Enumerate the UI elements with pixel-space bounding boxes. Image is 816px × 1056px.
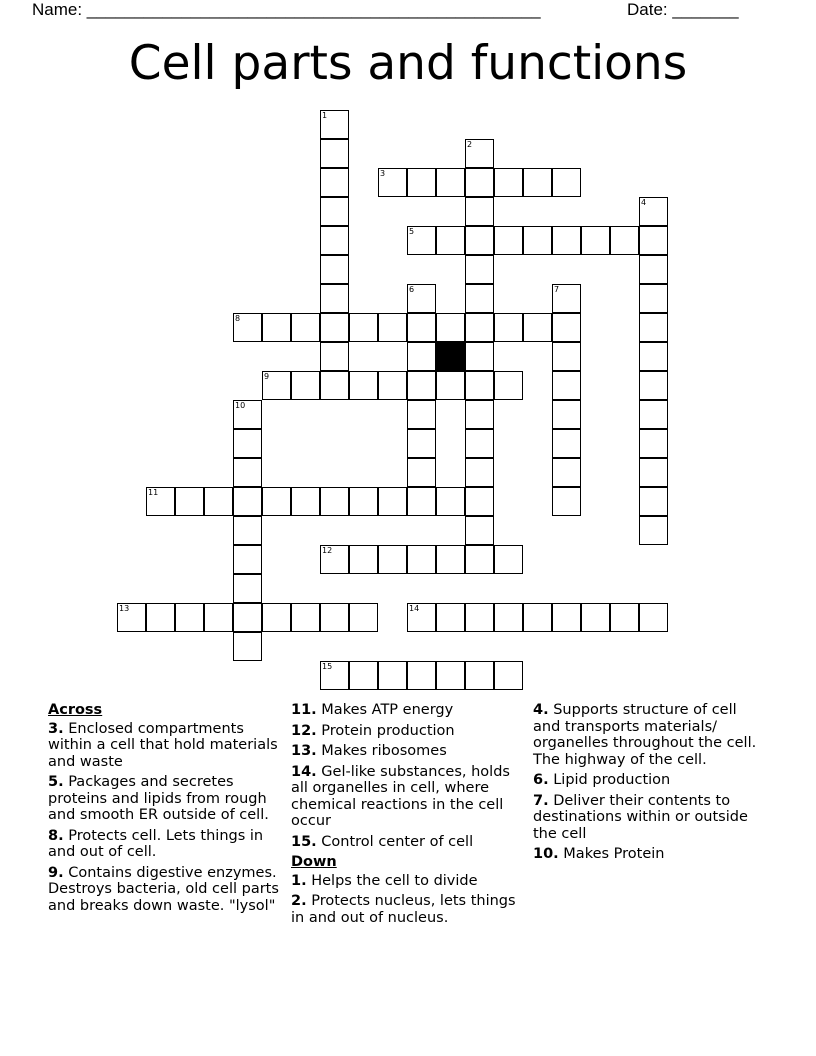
grid-cell[interactable] xyxy=(407,487,436,516)
cell-number: 9 xyxy=(264,372,270,381)
grid-cell[interactable] xyxy=(436,313,465,342)
grid-cell[interactable] xyxy=(639,603,668,632)
cell-number: 13 xyxy=(119,604,130,613)
clue-text: Gel-like substances, holds all organelles in cell, where chemical reactions in the cell occur xyxy=(291,763,510,829)
grid-cell[interactable] xyxy=(233,487,262,516)
grid-cell[interactable] xyxy=(523,313,552,342)
grid-cell[interactable] xyxy=(436,487,465,516)
grid-cell[interactable] xyxy=(378,168,407,197)
cell-number: 4 xyxy=(641,198,647,207)
clue-text: Makes Protein xyxy=(563,846,665,862)
grid-cell[interactable] xyxy=(639,313,668,342)
grid-cell[interactable] xyxy=(639,342,668,371)
grid-cell[interactable] xyxy=(494,168,523,197)
grid-cell[interactable] xyxy=(117,603,146,632)
grid-cell[interactable] xyxy=(465,226,494,255)
clue-text: Control center of cell xyxy=(321,833,474,850)
clue-text: Helps the cell to divide xyxy=(311,872,478,889)
clue-number: 4. xyxy=(533,702,549,718)
grid-cell[interactable] xyxy=(320,226,349,255)
cell-number: 2 xyxy=(467,140,473,149)
grid-cell[interactable] xyxy=(639,400,668,429)
grid-cell[interactable] xyxy=(175,603,204,632)
grid-cell[interactable] xyxy=(465,429,494,458)
grid-cell[interactable] xyxy=(581,226,610,255)
grid-cell[interactable] xyxy=(407,661,436,690)
grid-cell[interactable] xyxy=(233,545,262,574)
grid-cell[interactable] xyxy=(175,487,204,516)
clue-text: Protects nucleus, lets things in and out of nucleus. xyxy=(291,893,516,926)
grid-cell[interactable] xyxy=(465,400,494,429)
grid-cell[interactable] xyxy=(378,487,407,516)
grid-cell[interactable] xyxy=(639,226,668,255)
grid-cell[interactable] xyxy=(465,139,494,168)
clue-number: 2. xyxy=(291,893,307,909)
clue-across-15 xyxy=(291,834,521,851)
grid-cell[interactable] xyxy=(407,168,436,197)
grid-cell[interactable] xyxy=(320,313,349,342)
grid-cell[interactable] xyxy=(320,139,349,168)
name-field[interactable]: Name: ________________________________________________ xyxy=(32,0,541,19)
grid-cell[interactable] xyxy=(349,371,378,400)
clue-number: 14. xyxy=(291,763,317,780)
grid-cell[interactable] xyxy=(320,284,349,313)
grid-cell[interactable] xyxy=(262,313,291,342)
grid-cell[interactable] xyxy=(465,284,494,313)
grid-cell[interactable] xyxy=(378,371,407,400)
grid-cell[interactable] xyxy=(262,487,291,516)
cell-number: 1 xyxy=(322,111,328,120)
grid-cell[interactable] xyxy=(610,226,639,255)
clue-number: 6. xyxy=(533,772,549,788)
grid-cell[interactable] xyxy=(552,342,581,371)
grid-cell[interactable] xyxy=(291,313,320,342)
clue-down-2 xyxy=(291,893,521,926)
clue-down-7 xyxy=(533,793,768,843)
grid-cell[interactable] xyxy=(233,574,262,603)
black-square xyxy=(436,342,465,371)
grid-cell[interactable] xyxy=(552,226,581,255)
clue-text: Protein production xyxy=(321,722,455,739)
clue-number: 7. xyxy=(533,792,549,809)
clue-number: 8. xyxy=(48,827,64,844)
grid-cell[interactable] xyxy=(204,603,233,632)
grid-cell[interactable] xyxy=(233,603,262,632)
clue-across-12 xyxy=(291,723,521,740)
clue-number: 3. xyxy=(48,720,64,737)
cell-number: 6 xyxy=(409,285,415,294)
clue-text: Makes ribosomes xyxy=(321,743,447,759)
grid-cell[interactable] xyxy=(523,168,552,197)
grid-cell[interactable] xyxy=(378,545,407,574)
grid-cell[interactable] xyxy=(146,487,175,516)
grid-cell[interactable] xyxy=(494,545,523,574)
clue-across-9 xyxy=(48,865,283,915)
grid-cell[interactable] xyxy=(291,371,320,400)
cell-number: 3 xyxy=(380,169,386,178)
grid-cell[interactable] xyxy=(552,313,581,342)
grid-cell[interactable] xyxy=(639,516,668,545)
grid-cell[interactable] xyxy=(291,487,320,516)
grid-cell[interactable] xyxy=(552,487,581,516)
grid-cell[interactable] xyxy=(494,661,523,690)
clues-column-3 xyxy=(533,702,768,867)
grid-cell[interactable] xyxy=(465,516,494,545)
grid-cell[interactable] xyxy=(523,603,552,632)
cell-number: 15 xyxy=(322,662,333,671)
date-field[interactable]: Date: _______ xyxy=(627,0,739,19)
grid-cell[interactable] xyxy=(639,429,668,458)
grid-cell[interactable] xyxy=(349,603,378,632)
grid-cell[interactable] xyxy=(552,458,581,487)
grid-cell[interactable] xyxy=(320,661,349,690)
grid-cell[interactable] xyxy=(639,255,668,284)
clue-across-5 xyxy=(48,774,283,824)
grid-cell[interactable] xyxy=(494,313,523,342)
grid-cell[interactable] xyxy=(639,458,668,487)
grid-cell[interactable] xyxy=(465,168,494,197)
grid-cell[interactable] xyxy=(204,487,233,516)
cell-number: 8 xyxy=(235,314,241,323)
grid-cell[interactable] xyxy=(233,429,262,458)
grid-cell[interactable] xyxy=(233,400,262,429)
grid-cell[interactable] xyxy=(639,197,668,226)
grid-cell[interactable] xyxy=(407,226,436,255)
clue-down-1 xyxy=(291,873,521,890)
clue-down-4 xyxy=(533,702,768,768)
grid-cell[interactable] xyxy=(436,603,465,632)
cell-number: 5 xyxy=(409,227,415,236)
grid-cell[interactable] xyxy=(465,458,494,487)
grid-cell[interactable] xyxy=(465,545,494,574)
clue-number: 11. xyxy=(291,702,317,718)
grid-cell[interactable] xyxy=(465,487,494,516)
grid-cell[interactable] xyxy=(465,342,494,371)
clue-text: Lipid production xyxy=(553,772,671,788)
grid-cell[interactable] xyxy=(465,197,494,226)
clue-text: Supports structure of cell and transports materials/ organelles throughout the cell. The highway of the cell. xyxy=(533,702,757,768)
clue-across-8 xyxy=(48,828,283,861)
grid-cell[interactable] xyxy=(552,168,581,197)
clue-across-3 xyxy=(48,721,283,771)
grid-cell[interactable] xyxy=(407,603,436,632)
grid-cell[interactable] xyxy=(436,661,465,690)
grid-cell[interactable] xyxy=(465,371,494,400)
clue-text: Contains digestive enzymes. Destroys bacteria, old cell parts and breaks down waste. "lysol" xyxy=(48,864,279,914)
grid-cell[interactable] xyxy=(320,371,349,400)
grid-cell[interactable] xyxy=(378,313,407,342)
clue-text: Enclosed compartments within a cell that hold materials and waste xyxy=(48,720,278,770)
cell-number: 7 xyxy=(554,285,560,294)
grid-cell[interactable] xyxy=(552,371,581,400)
cell-number: 14 xyxy=(409,604,420,613)
grid-cell[interactable] xyxy=(349,545,378,574)
grid-cell[interactable] xyxy=(320,545,349,574)
grid-cell[interactable] xyxy=(407,371,436,400)
clues-column-1 xyxy=(48,702,283,918)
page-title: Cell parts and functions xyxy=(128,36,688,91)
grid-cell[interactable] xyxy=(407,545,436,574)
grid-cell[interactable] xyxy=(320,110,349,139)
grid-cell[interactable] xyxy=(494,371,523,400)
grid-cell[interactable] xyxy=(639,284,668,313)
grid-cell[interactable] xyxy=(552,603,581,632)
clue-number: 1. xyxy=(291,872,307,889)
grid-cell[interactable] xyxy=(233,632,262,661)
grid-cell[interactable] xyxy=(465,313,494,342)
grid-cell[interactable] xyxy=(581,603,610,632)
grid-cell[interactable] xyxy=(465,661,494,690)
grid-cell[interactable] xyxy=(436,226,465,255)
clue-down-6 xyxy=(533,772,768,789)
grid-cell[interactable] xyxy=(436,168,465,197)
grid-cell[interactable] xyxy=(494,603,523,632)
grid-cell[interactable] xyxy=(465,603,494,632)
grid-cell[interactable] xyxy=(407,429,436,458)
clue-number: 12. xyxy=(291,722,317,739)
grid-cell[interactable] xyxy=(320,342,349,371)
clue-text: Deliver their contents to destinations within or outside the cell xyxy=(533,792,748,842)
grid-cell[interactable] xyxy=(262,603,291,632)
cell-number: 10 xyxy=(235,401,246,410)
grid-cell[interactable] xyxy=(320,603,349,632)
grid-cell[interactable] xyxy=(349,487,378,516)
grid-cell[interactable] xyxy=(233,458,262,487)
grid-cell[interactable] xyxy=(291,603,320,632)
grid-cell[interactable] xyxy=(320,168,349,197)
clue-text: Makes ATP energy xyxy=(321,702,454,718)
clue-number: 10. xyxy=(533,846,559,862)
grid-cell[interactable] xyxy=(436,371,465,400)
grid-cell[interactable] xyxy=(146,603,175,632)
clue-across-11 xyxy=(291,702,521,719)
clue-number: 5. xyxy=(48,774,64,790)
grid-cell[interactable] xyxy=(407,458,436,487)
grid-cell[interactable] xyxy=(349,313,378,342)
grid-cell[interactable] xyxy=(233,516,262,545)
grid-cell[interactable] xyxy=(262,371,291,400)
clue-number: 13. xyxy=(291,743,317,759)
cell-number: 12 xyxy=(322,546,333,555)
cell-number: 11 xyxy=(148,488,159,497)
grid-cell[interactable] xyxy=(639,371,668,400)
grid-cell[interactable] xyxy=(639,487,668,516)
grid-cell[interactable] xyxy=(320,255,349,284)
clue-number: 15. xyxy=(291,833,317,850)
grid-cell[interactable] xyxy=(407,313,436,342)
clue-text: Packages and secretes proteins and lipids from rough and smooth ER outside of cell. xyxy=(48,774,269,823)
clue-down-10 xyxy=(533,846,768,863)
grid-cell[interactable] xyxy=(407,284,436,313)
clues-column-2 xyxy=(291,702,521,930)
grid-cell[interactable] xyxy=(523,226,552,255)
grid-cell[interactable] xyxy=(436,545,465,574)
clue-across-13 xyxy=(291,743,521,760)
clue-number: 9. xyxy=(48,864,64,881)
clue-across-14 xyxy=(291,764,521,830)
grid-cell[interactable] xyxy=(349,661,378,690)
clue-text: Protects cell. Lets things in and out of cell. xyxy=(48,827,264,860)
grid-cell[interactable] xyxy=(378,661,407,690)
grid-cell[interactable] xyxy=(407,342,436,371)
grid-cell[interactable] xyxy=(465,255,494,284)
down-heading: Down xyxy=(291,854,337,870)
grid-cell[interactable] xyxy=(552,284,581,313)
grid-cell[interactable] xyxy=(320,487,349,516)
grid-cell[interactable] xyxy=(320,197,349,226)
grid-cell[interactable] xyxy=(552,400,581,429)
grid-cell[interactable] xyxy=(233,313,262,342)
grid-cell[interactable] xyxy=(494,226,523,255)
across-heading: Across xyxy=(48,702,103,718)
grid-cell[interactable] xyxy=(407,400,436,429)
grid-cell[interactable] xyxy=(610,603,639,632)
grid-cell[interactable] xyxy=(552,429,581,458)
